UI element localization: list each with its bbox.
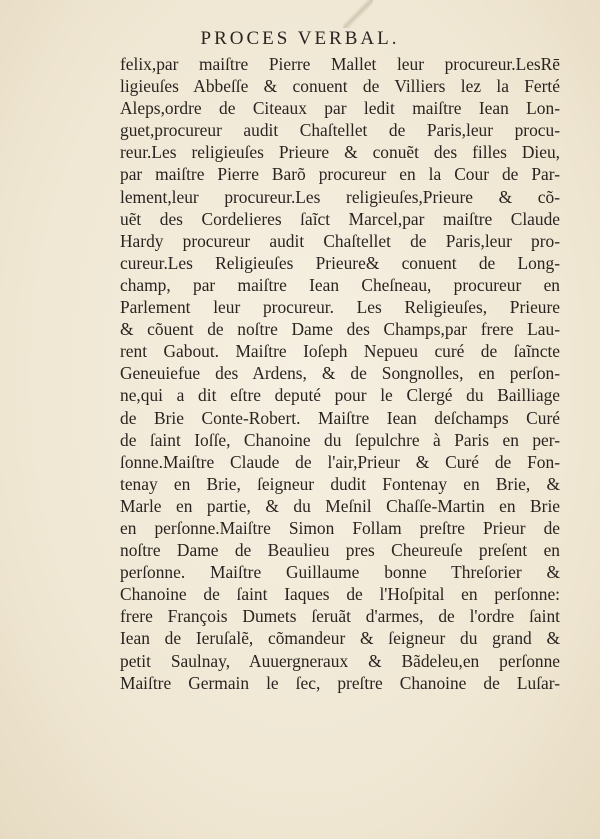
text-line: uẽt des Cordelieres ſaĩct Marcel,par maiſtre Claude (120, 208, 560, 229)
text-line: Hardy procureur audit Chaſtellet de Paris,leur pro- (120, 230, 560, 251)
text-line: guet,procureur audit Chaſtellet de Paris,leur procu- (120, 120, 560, 141)
page-corner-fold (343, 0, 373, 28)
text-line: cureur.Les Religieuſes Prieure& conuent de Long- (120, 252, 560, 273)
text-line: Chanoine de ſaint Iaques de l'Hoſpital en perſonne: (120, 584, 560, 605)
text-line: petit Saulnay, Auuergneraux & Bãdeleu,en perſonne (120, 650, 560, 671)
text-line: noſtre Dame de Beaulieu pres Cheureuſe preſent en (120, 540, 560, 561)
text-line: par maiſtre Pierre Barõ procureur en la Cour de Par- (120, 164, 560, 185)
running-head: PROCES VERBAL. (200, 28, 400, 49)
text-line: de ſaint Ioſſe, Chanoine du ſepulchre à Paris en per- (120, 429, 560, 450)
text-line: ligieuſes Abbeſſe & conuent de Villiers lez la Ferté (120, 76, 560, 97)
text-line: felix,par maiſtre Pierre Mallet leur procureur.LesRē (120, 54, 560, 74)
text-line: lement,leur procureur.Les religieuſes,Prieure & cõ- (120, 186, 560, 207)
text-line: frere François Dumets ſeruãt d'armes, de l'ordre ſaint (120, 606, 560, 627)
text-line: Parlement leur procureur. Les Religieuſes, Prieure (120, 297, 560, 318)
text-line: & cõuent de noſtre Dame des Champs,par frere Lau- (120, 319, 560, 340)
text-line: Iean de Ieruſalẽ, cõmandeur & ſeigneur du grand & (120, 628, 560, 649)
text-line: perſonne. Maiſtre Guillaume bonne Threſorier & (120, 562, 560, 583)
text-line: ne,qui a dit eſtre deputé pour le Clergé du Bailliage (120, 385, 560, 406)
text-line: en perſonne.Maiſtre Simon Follam preſtre Prieur de (120, 517, 560, 538)
text-line: reur.Les religieuſes Prieure & conuẽt des filles Dieu, (120, 142, 560, 163)
text-line: rent Gabout. Maiſtre Ioſeph Nepueu curé de ſaĩncte (120, 341, 560, 362)
text-line: de Brie Conte-Robert. Maiſtre Iean deſchamps Curé (120, 407, 560, 428)
text-line: ſonne.Maiſtre Claude de l'air,Prieur & Curé de Fon- (120, 451, 560, 472)
text-line: Aleps,ordre de Citeaux par ledit maiſtre Iean Lon- (120, 98, 560, 119)
body-text (120, 53, 560, 694)
text-line: tenay en Brie, ſeigneur dudit Fontenay en Brie, & (120, 473, 560, 494)
text-line: champ, par maiſtre Iean Cheſneau, procureur en (120, 274, 560, 295)
text-line: Maiſtre Germain le ſec, preſtre Chanoine de Luſar- (120, 672, 560, 693)
text-line: Marle en partie, & du Meſnil Chaſſe-Martin en Brie (120, 495, 560, 516)
text-line: Geneuiefue des Ardens, & de Songnolles, en perſon- (120, 363, 560, 384)
